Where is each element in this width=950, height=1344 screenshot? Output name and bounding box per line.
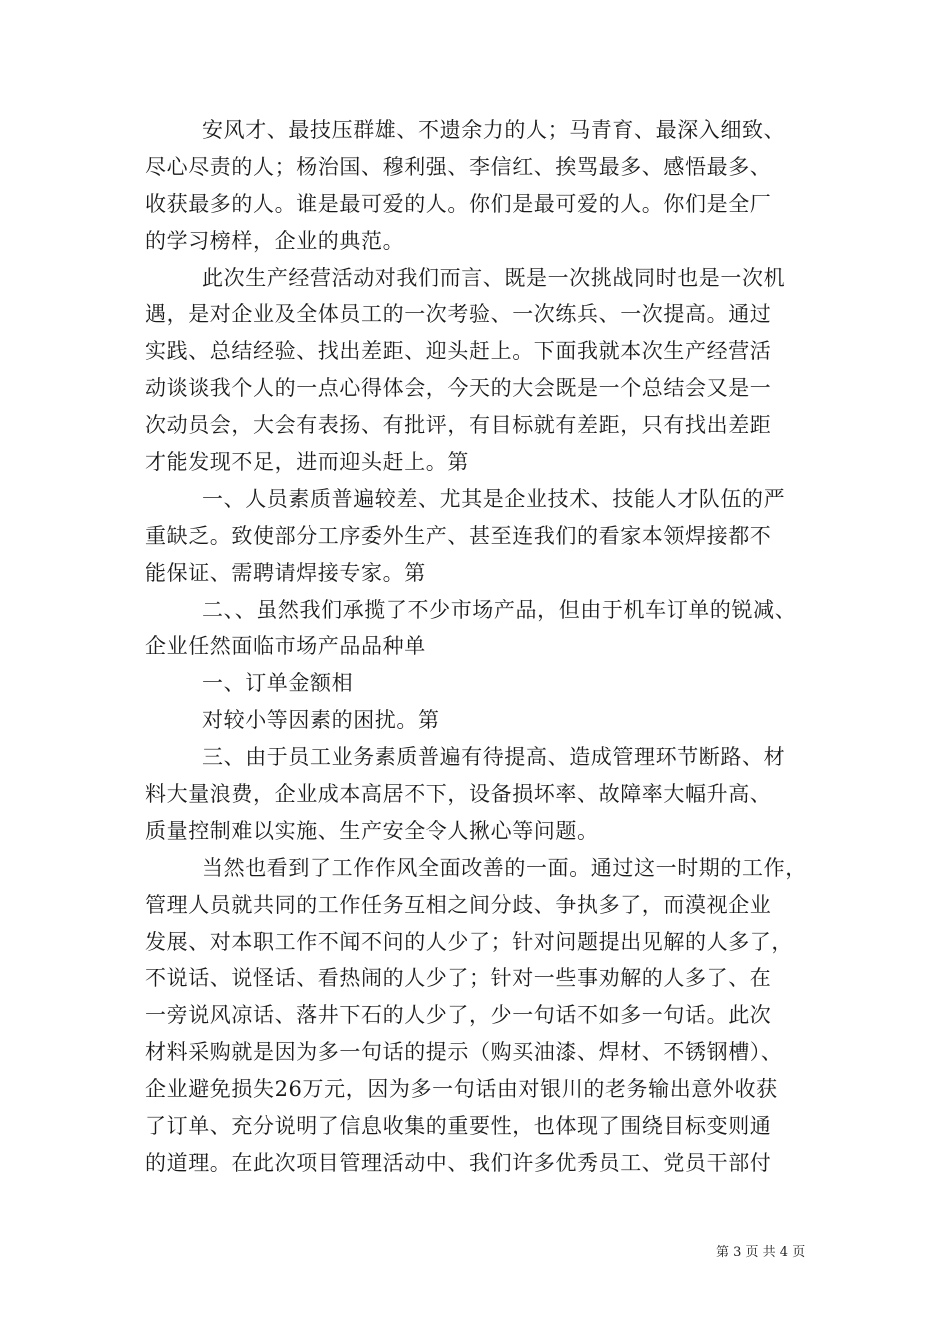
text-line: 能保证、需聘请焊接专家。第 [145, 560, 426, 585]
paragraph [145, 481, 813, 592]
text-line: 实践、总结经验、找出差距、迎头赶上。下面我就本次生产经营活 [145, 339, 772, 364]
text-line: 质量控制难以实施、生产安全令人揪心等问题。 [145, 818, 599, 843]
paragraph [145, 260, 813, 481]
text-line: 发展、对本职工作不闻不问的人少了；针对问题提出见解的人多了， [145, 929, 793, 954]
text-line: 了订单、充分说明了信息收集的重要性，也体现了围绕目标变则通 [145, 1114, 772, 1139]
text-line: 收获最多的人。谁是最可爱的人。你们是最可爱的人。你们是全厂 [145, 191, 772, 216]
paragraph [145, 592, 813, 666]
text-line: 尽心尽责的人；杨治国、穆利强、李信红、挨骂最多、感悟最多、 [145, 154, 772, 179]
paragraph [145, 112, 813, 260]
text-line: 动谈谈我个人的一点心得体会，今天的大会既是一个总结会又是一 [145, 376, 772, 401]
text-line: 管理人员就共同的工作任务互相之间分歧、争执多了，而漠视企业 [145, 892, 772, 917]
text-line: 重缺乏。致使部分工序委外生产、甚至连我们的看家本领焊接都不 [145, 523, 772, 548]
text-line: 对较小等因素的困扰。第 [202, 708, 440, 733]
paragraph [145, 739, 813, 850]
paragraph [145, 702, 813, 739]
text-line: 二、、虽然我们承揽了不少市场产品，但由于机车订单的锐减、 [202, 597, 797, 622]
text-line: 此次生产经营活动对我们而言、既是一次挑战同时也是一次机 [202, 265, 786, 290]
paragraph [145, 850, 813, 1182]
text-line: 当然也看到了工作作风全面改善的一面。通过这一时期的工作， [202, 855, 807, 880]
text-line: 料大量浪费，企业成本高居不下，设备损坏率、故障率大幅升高、 [145, 782, 772, 807]
text-line: 三、由于员工业务素质普遍有待提高、造成管理环节断路、材 [202, 745, 786, 770]
text-line: 次动员会，大会有表扬、有批评，有目标就有差距，只有找出差距 [145, 413, 772, 438]
text-line: 一、订单金额相 [202, 671, 354, 696]
text-line: 一、人员素质普遍较差、尤其是企业技术、技能人才队伍的严 [202, 486, 786, 511]
text-line: 的学习榜样，企业的典范。 [145, 228, 405, 253]
text-line: 不说话、说怪话、看热闹的人少了；针对一些事劝解的人多了、在 [145, 966, 772, 991]
text-line: 材料采购就是因为多一句话的提示（购买油漆、焊材、不锈钢槽）、 [145, 1040, 783, 1065]
text-line: 安风才、最技压群雄、不遗余力的人；马青育、最深入细致、 [202, 118, 786, 142]
text-line: 遇，是对企业及全体员工的一次考验、一次练兵、一次提高。通过 [145, 302, 772, 327]
text-line: 才能发现不足，进而迎头赶上。第 [145, 450, 469, 475]
page-number-footer: 第 3 页 共 4 页 [716, 1245, 806, 1260]
document-body [145, 112, 813, 1182]
text-line: 企业避免损失26万元，因为多一句话由对银川的老务输出意外收获 [145, 1077, 778, 1102]
text-line: 企业任然面临市场产品品种单 [145, 634, 426, 659]
text-line: 的道理。在此次项目管理活动中、我们许多优秀员工、党员干部付 [145, 1150, 772, 1175]
text-line: 一旁说风凉话、落井下石的人少了，少一句话不如多一句话。此次 [145, 1003, 772, 1028]
paragraph [145, 665, 813, 702]
